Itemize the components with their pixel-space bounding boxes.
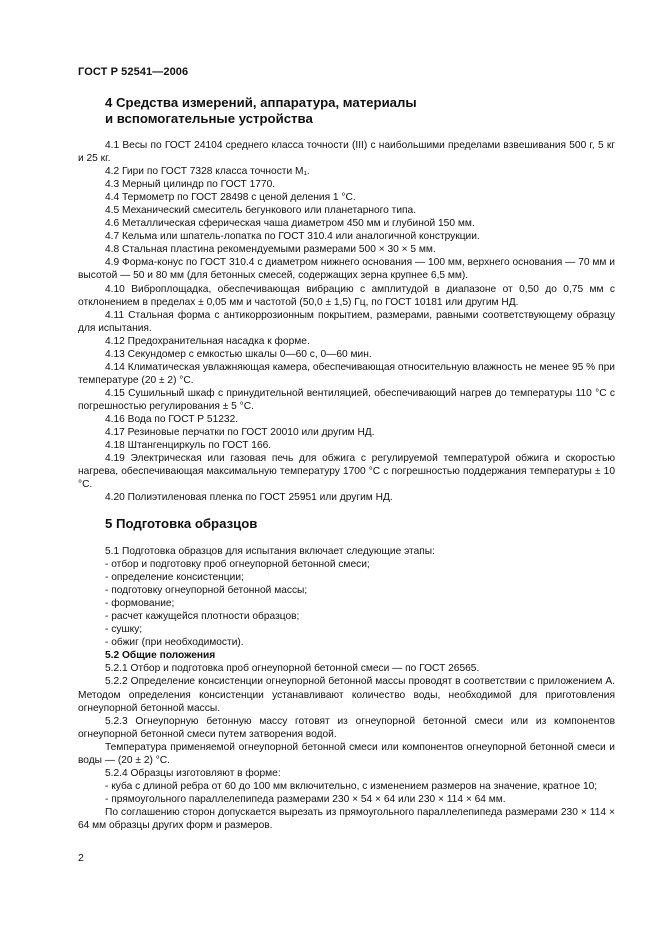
- item-4-7: 4.7 Кельма или шпатель-лопатка по ГОСТ 310.4 или аналогичной конструкции.: [105, 231, 480, 243]
- section-4-title-line-1: 4 Средства измерений, аппаратура, материалы: [105, 95, 417, 110]
- page-number: 2: [78, 852, 84, 864]
- item-4-2: 4.2 Гири по ГОСТ 7328 класса точности М₁.: [105, 166, 310, 178]
- paragraph-5-2-3: 5.2.3 Огнеупорную бетонную массу готовят из огнеупорной бетонной смеси или из компонентов огнеупорной бетонной смеси путем затворения водой.: [78, 715, 615, 740]
- step-item: - сушку;: [105, 624, 143, 636]
- item-4-13: 4.13 Секундомер с емкостью шкалы 0—60 с, 0—60 мин.: [105, 348, 372, 360]
- item-4-9: 4.9 Форма-конус по ГОСТ 310.4 с диаметром нижнего основания — 100 мм, верхнего основания — 70 мм и высотой — 50 и 80 мм (для бетонных смесей, содержащих зерна крупнее 6,5 мм).: [78, 257, 615, 282]
- item-4-19: 4.19 Электрическая или газовая печь для обжига с регулируемой температурой обжига и скоростью нагрева, обеспечивающая максимальную температуру 1700 °С с погрешностью поддержания температуры ± 10 °С.: [78, 453, 615, 491]
- section-4-title-line-2: и вспомогательные устройства: [105, 111, 313, 126]
- document-header: ГОСТ Р 52541—2006: [78, 66, 189, 78]
- step-item: - формование;: [105, 598, 175, 610]
- item-4-20: 4.20 Полиэтиленовая пленка по ГОСТ 25951 или другим НД.: [105, 492, 393, 504]
- paragraph-5-2-4: 5.2.4 Образцы изготовляют в форме:: [105, 767, 281, 779]
- item-4-17: 4.17 Резиновые перчатки по ГОСТ 20010 или другим НД.: [105, 427, 375, 439]
- item-4-10: 4.10 Виброплощадка, обеспечивающая вибрацию с амплитудой в диапазоне от 0,50 до 0,75 мм с отклонением в пределах ± 0,05 мм и частотой (50,0 ± 1,5) Гц, по ГОСТ 10181 или другим НД.: [78, 283, 615, 308]
- section-5-body: [78, 545, 615, 832]
- step-item: - расчет кажущейся плотности образцов;: [105, 611, 300, 623]
- paragraph-5-2-2: 5.2.2 Определение консистенции огнеупорной бетонной массы проводят в соответствии с приложением А. Методом определения консистенции устанавливают количество воды, необходимой для приготовления огнеупорной бетонной массы.: [78, 676, 615, 714]
- section-5-intro: 5.1 Подготовка образцов для испытания включает следующие этапы:: [105, 546, 435, 557]
- paragraph-5-2-1: 5.2.1 Отбор и подготовка проб огнеупорной бетонной смеси — по ГОСТ 26565.: [105, 663, 480, 675]
- shape-item: - куба с длиной ребра от 60 до 100 мм включительно, с изменением размеров на значение, кратное 10;: [105, 780, 598, 792]
- item-4-6: 4.6 Металлическая сферическая чаша диаметром 450 мм и глубиной 150 мм.: [105, 218, 475, 230]
- shape-item: - прямоугольного параллелепипеда размерами 230 × 54 × 64 или 230 × 114 × 64 мм.: [105, 793, 506, 805]
- item-4-8: 4.8 Стальная пластина рекомендуемыми размерами 500 × 30 × 5 мм.: [105, 244, 436, 256]
- item-4-16: 4.16 Вода по ГОСТ Р 51232.: [105, 413, 239, 425]
- paragraph-temperature: Температура применяемой огнеупорной бетонной смеси или компонентов огнеупорной бетонной смеси и воды — (20 ± 2) °С.: [78, 741, 615, 766]
- closing-paragraph: По соглашению сторон допускается вырезать из прямоугольного параллелепипеда размерами 230 × 114 × 64 мм образцы других форм и размеров.: [78, 806, 615, 831]
- item-4-15: 4.15 Сушильный шкаф с принудительной вентиляцией, обеспечивающий нагрев до температуры 110 °С с погрешностью регулирования ± 5 °С.: [78, 387, 615, 412]
- item-4-1: 4.1 Весы по ГОСТ 24104 среднего класса точности (III) с наибольшими пределами взвешивания 500 г, 5 кг и 25 кг.: [78, 140, 615, 165]
- item-4-3: 4.3 Мерный цилиндр по ГОСТ 1770.: [105, 179, 276, 191]
- section-5-title: 5 Подготовка образцов: [105, 516, 258, 531]
- step-item: - отбор и подготовку проб огнеупорной бетонной смеси;: [105, 559, 370, 571]
- item-4-12: 4.12 Предохранительная насадка к форме.: [105, 335, 310, 347]
- step-item: - определение консистенции;: [105, 572, 244, 584]
- section-4-items: [78, 139, 615, 504]
- step-item: - обжиг (при необходимости).: [105, 637, 244, 649]
- item-4-4: 4.4 Термометр по ГОСТ 28498 с ценой деления 1 °С.: [105, 192, 356, 204]
- item-4-5: 4.5 Механический смеситель бегункового или планетарного типа.: [105, 205, 417, 217]
- step-item: - подготовку огнеупорной бетонной массы;: [105, 585, 308, 597]
- subsection-heading: 5.2 Общие положения: [105, 650, 216, 662]
- item-4-18: 4.18 Штангенциркуль по ГОСТ 166.: [105, 440, 272, 452]
- item-4-11: 4.11 Стальная форма с антикоррозионным покрытием, размерами, равными соответствующему образцу для испытания.: [78, 309, 615, 334]
- item-4-14: 4.14 Климатическая увлажняющая камера, обеспечивающая относительную влажность не менее 95 % при температуре (20 ± 2) °С.: [78, 361, 615, 386]
